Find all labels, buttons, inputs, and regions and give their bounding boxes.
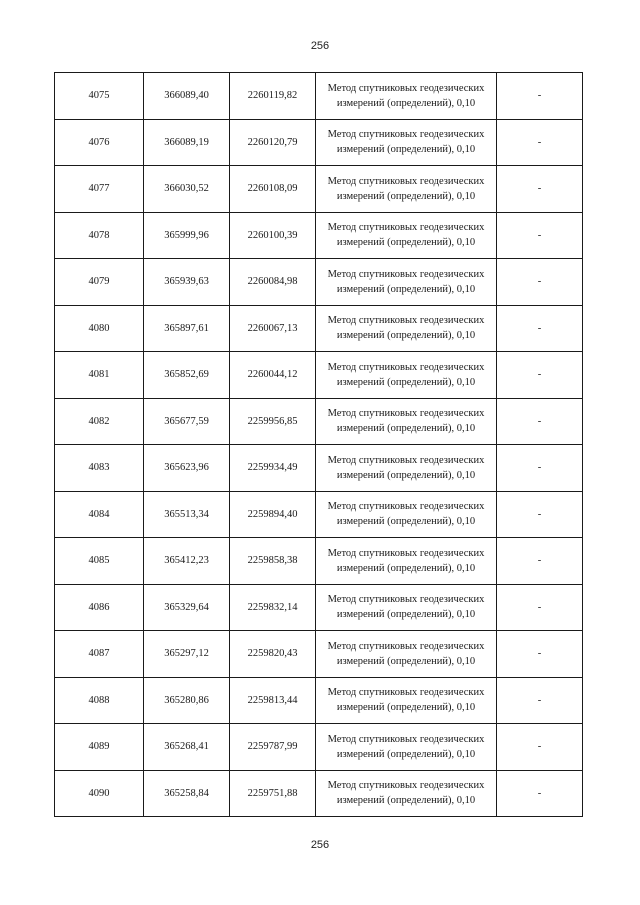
x-coordinate-cell: 365939,63 — [144, 259, 230, 306]
point-number-cell: 4087 — [55, 631, 144, 678]
method-cell: Метод спутниковых геодезических измерений (определений), 0,10 — [316, 352, 497, 399]
point-number-cell: 4083 — [55, 445, 144, 492]
y-coordinate-cell: 2260067,13 — [230, 305, 316, 352]
method-cell: Метод спутниковых геодезических измерений (определений), 0,10 — [316, 584, 497, 631]
table-row — [55, 352, 583, 399]
point-number-cell: 4079 — [55, 259, 144, 306]
note-cell: - — [497, 584, 583, 631]
y-coordinate-cell: 2260108,09 — [230, 166, 316, 213]
method-cell: Метод спутниковых геодезических измерений (определений), 0,10 — [316, 73, 497, 120]
table-row — [55, 631, 583, 678]
y-coordinate-cell: 2259751,88 — [230, 770, 316, 817]
y-coordinate-cell: 2259787,99 — [230, 724, 316, 771]
page-number-bottom: 256 — [310, 839, 330, 851]
point-number-cell: 4075 — [55, 73, 144, 120]
x-coordinate-cell: 365999,96 — [144, 212, 230, 259]
table-body — [55, 73, 583, 817]
point-number-cell: 4078 — [55, 212, 144, 259]
table-row — [55, 724, 583, 771]
note-cell: - — [497, 631, 583, 678]
table-row — [55, 166, 583, 213]
method-cell: Метод спутниковых геодезических измерений (определений), 0,10 — [316, 119, 497, 166]
y-coordinate-cell: 2259956,85 — [230, 398, 316, 445]
page-number-top: 256 — [310, 40, 330, 52]
point-number-cell: 4077 — [55, 166, 144, 213]
point-number-cell: 4081 — [55, 352, 144, 399]
y-coordinate-cell: 2259858,38 — [230, 538, 316, 585]
table-row — [55, 305, 583, 352]
x-coordinate-cell: 365623,96 — [144, 445, 230, 492]
y-coordinate-cell: 2260084,98 — [230, 259, 316, 306]
y-coordinate-cell: 2260044,12 — [230, 352, 316, 399]
table-row — [55, 212, 583, 259]
note-cell: - — [497, 538, 583, 585]
x-coordinate-cell: 365513,34 — [144, 491, 230, 538]
x-coordinate-cell: 365280,86 — [144, 677, 230, 724]
note-cell: - — [497, 352, 583, 399]
method-cell: Метод спутниковых геодезических измерений (определений), 0,10 — [316, 398, 497, 445]
method-cell: Метод спутниковых геодезических измерений (определений), 0,10 — [316, 677, 497, 724]
note-cell: - — [497, 491, 583, 538]
y-coordinate-cell: 2260100,39 — [230, 212, 316, 259]
table-row — [55, 445, 583, 492]
note-cell: - — [497, 770, 583, 817]
note-cell: - — [497, 259, 583, 306]
point-number-cell: 4090 — [55, 770, 144, 817]
table-row — [55, 73, 583, 120]
method-cell: Метод спутниковых геодезических измерений (определений), 0,10 — [316, 724, 497, 771]
y-coordinate-cell: 2259832,14 — [230, 584, 316, 631]
x-coordinate-cell: 365258,84 — [144, 770, 230, 817]
note-cell: - — [497, 212, 583, 259]
note-cell: - — [497, 445, 583, 492]
method-cell: Метод спутниковых геодезических измерений (определений), 0,10 — [316, 212, 497, 259]
method-cell: Метод спутниковых геодезических измерений (определений), 0,10 — [316, 259, 497, 306]
x-coordinate-cell: 365268,41 — [144, 724, 230, 771]
note-cell: - — [497, 73, 583, 120]
point-number-cell: 4089 — [55, 724, 144, 771]
note-cell: - — [497, 677, 583, 724]
y-coordinate-cell: 2259813,44 — [230, 677, 316, 724]
method-cell: Метод спутниковых геодезических измерений (определений), 0,10 — [316, 631, 497, 678]
x-coordinate-cell: 365297,12 — [144, 631, 230, 678]
x-coordinate-cell: 365897,61 — [144, 305, 230, 352]
x-coordinate-cell: 366089,19 — [144, 119, 230, 166]
x-coordinate-cell: 366089,40 — [144, 73, 230, 120]
point-number-cell: 4086 — [55, 584, 144, 631]
method-cell: Метод спутниковых геодезических измерений (определений), 0,10 — [316, 445, 497, 492]
point-number-cell: 4080 — [55, 305, 144, 352]
y-coordinate-cell: 2259934,49 — [230, 445, 316, 492]
note-cell: - — [497, 305, 583, 352]
note-cell: - — [497, 119, 583, 166]
method-cell: Метод спутниковых геодезических измерений (определений), 0,10 — [316, 166, 497, 213]
point-number-cell: 4088 — [55, 677, 144, 724]
x-coordinate-cell: 365852,69 — [144, 352, 230, 399]
y-coordinate-cell: 2259894,40 — [230, 491, 316, 538]
method-cell: Метод спутниковых геодезических измерений (определений), 0,10 — [316, 770, 497, 817]
table-row — [55, 491, 583, 538]
y-coordinate-cell: 2259820,43 — [230, 631, 316, 678]
y-coordinate-cell: 2260120,79 — [230, 119, 316, 166]
table-row — [55, 677, 583, 724]
method-cell: Метод спутниковых геодезических измерений (определений), 0,10 — [316, 305, 497, 352]
coordinates-table — [54, 72, 583, 817]
point-number-cell: 4085 — [55, 538, 144, 585]
point-number-cell: 4084 — [55, 491, 144, 538]
point-number-cell: 4076 — [55, 119, 144, 166]
table-row — [55, 770, 583, 817]
method-cell: Метод спутниковых геодезических измерений (определений), 0,10 — [316, 491, 497, 538]
table-row — [55, 119, 583, 166]
x-coordinate-cell: 366030,52 — [144, 166, 230, 213]
note-cell: - — [497, 166, 583, 213]
x-coordinate-cell: 365329,64 — [144, 584, 230, 631]
note-cell: - — [497, 724, 583, 771]
table-row — [55, 584, 583, 631]
table-row — [55, 538, 583, 585]
y-coordinate-cell: 2260119,82 — [230, 73, 316, 120]
note-cell: - — [497, 398, 583, 445]
method-cell: Метод спутниковых геодезических измерений (определений), 0,10 — [316, 538, 497, 585]
x-coordinate-cell: 365412,23 — [144, 538, 230, 585]
point-number-cell: 4082 — [55, 398, 144, 445]
table-row — [55, 398, 583, 445]
x-coordinate-cell: 365677,59 — [144, 398, 230, 445]
table-row — [55, 259, 583, 306]
